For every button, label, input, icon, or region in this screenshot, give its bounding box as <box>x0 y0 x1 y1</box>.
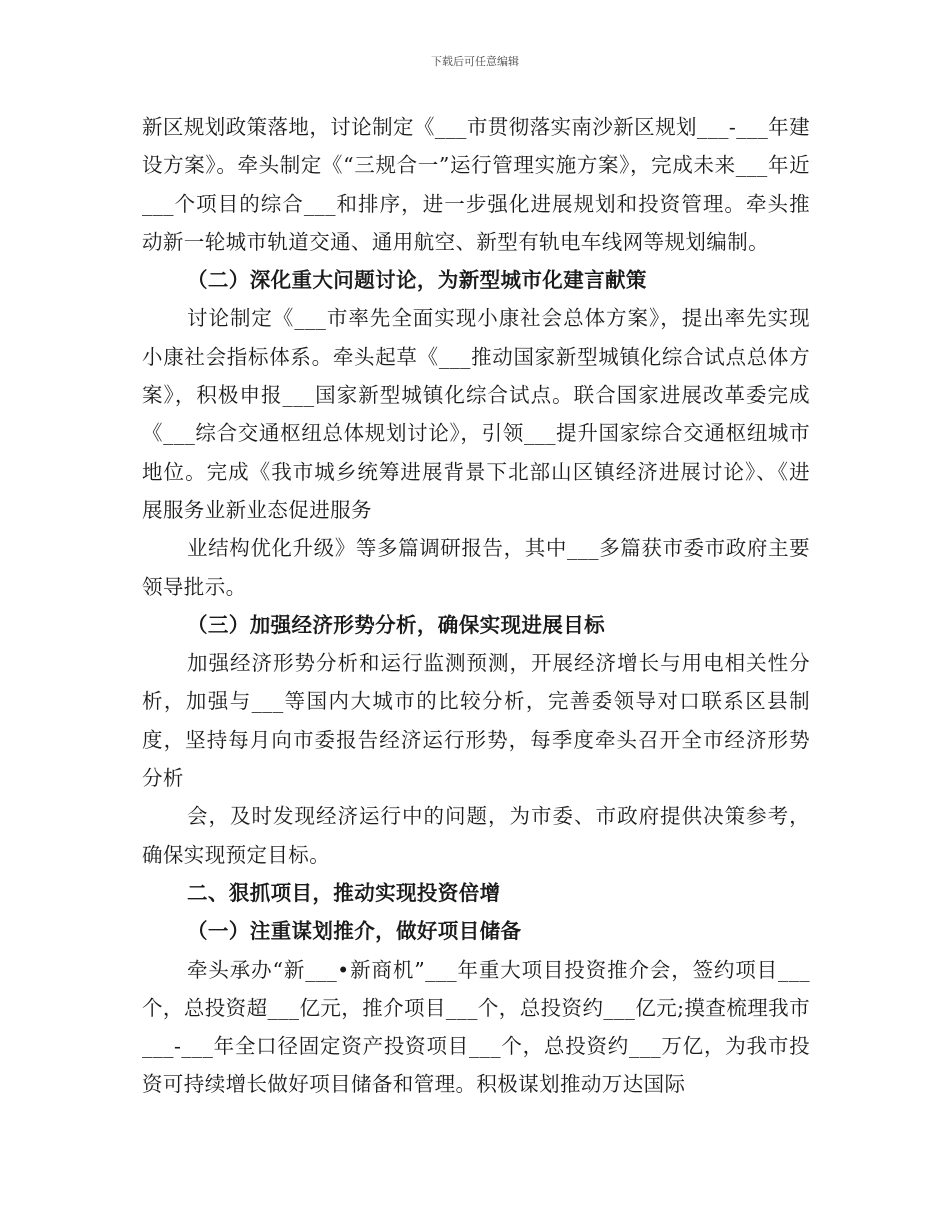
paragraph: 讨论制定《___市率先全面实现小康社会总体方案》，提出率先实现小康社会指标体系。牵头起草《___推动国家新型城镇化综合试点总体方案》，积极申报___国家新型城镇化综合试点。联合国家进展改革委完成《___综合交通枢纽总体规划讨论》，引领___提升国家综合交通枢纽城市地位。完成《我市城乡统筹进展背景下北部山区镇经济进展讨论》、《进展服务业新业态促进服务 <box>142 306 810 522</box>
section-heading: （二）深化重大问题讨论，为新型城市化建言献策 <box>187 268 647 293</box>
page-header-watermark: 下载后可任意编辑 <box>431 55 519 68</box>
chapter-heading: 二、狠抓项目，推动实现投资倍增 <box>187 880 501 905</box>
paragraph: 加强经济形势分析和运行监测预测，开展经济增长与用电相关性分析，加强与___等国内大城市的比较分析，完善委领导对口联系区县制度，坚持每月向市委报告经济运行形势，每季度牵头召开全市经济形势分析 <box>142 651 810 791</box>
paragraph: 新区规划政策落地，讨论制定《___市贯彻落实南沙新区规划___-___年建设方案》。牵头制定《“三规合一”运行管理实施方案》，完成未来___年近___个项目的综合___和排序，进一步强化进展规划和投资管理。牵头推动新一轮城市轨道交通、通用航空、新型有轨电车线网等规划编制。 <box>142 115 810 254</box>
paragraph: 会，及时发现经济运行中的问题，为市委、市政府提供决策参考，确保实现预定目标。 <box>142 804 810 867</box>
document-body <box>142 108 810 1104</box>
paragraph: 牵头承办“新___•新商机”___年重大项目投资推介会，签约项目___个，总投资超___亿元，推介项目___个，总投资约___亿元;摸查梳理我市___-___年全口径固定资产投资项目___个，总投资约___万亿，为我市投资可持续增长做好项目储备和管理。积极谋划推动万达国际 <box>142 957 810 1097</box>
section-heading: （三）加强经济形势分析，确保实现进展目标 <box>187 612 605 637</box>
section-heading: （一）注重谋划推介，做好项目储备 <box>187 919 522 944</box>
paragraph: 业结构优化升级》等多篇调研报告，其中___多篇获市委市政府主要领导批示。 <box>142 536 810 599</box>
